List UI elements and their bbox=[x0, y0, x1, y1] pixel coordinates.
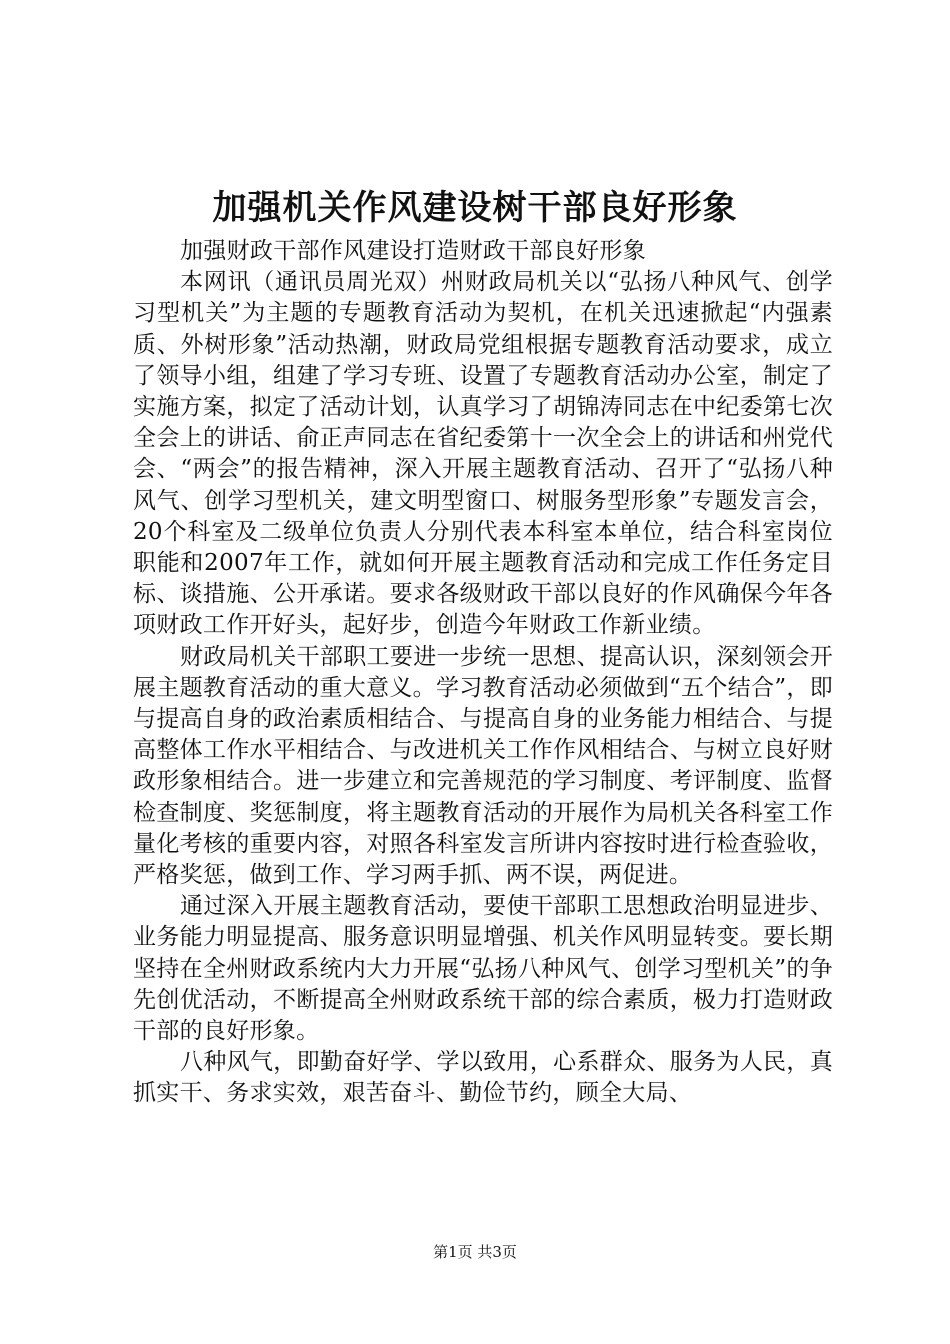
paragraph: 财政局机关干部职工要进一步统一思想、提高认识，深刻领会开展主题教育活动的重大意义。学习教育活动必须做到“五个结合”，即与提高自身的政治素质相结合、与提高自身的业务能力相结合、与提高整体工作水平相结合、与改进机关工作作风相结合、与树立良好财政形象相结合。进一步建立和完善规范的学习制度、考评制度、监督检查制度、奖惩制度，将主题教育活动的开展作为局机关各科室工作量化考核的重要内容，对照各科室发言所讲内容按时进行检查验收，严格奖惩，做到工作、学习两手抓、两不误，两促进。 bbox=[133, 643, 833, 889]
paragraph: 通过深入开展主题教育活动，要使干部职工思想政治明显进步、业务能力明显提高、服务意识明显增强、机关作风明显转变。要长期坚持在全州财政系统内大力开展“弘扬八种风气、创学习型机关”的争先创优活动，不断提高全州财政系统干部的综合素质，极力打造财政干部的良好形象。 bbox=[133, 893, 833, 1045]
paragraph: 八种风气，即勤奋好学、学以致用，心系群众、服务为人民，真抓实干、务求实效，艰苦奋斗、勤俭节约，顾全大局、 bbox=[133, 1049, 833, 1107]
page-number-footer: 第1页 共3页 bbox=[433, 1243, 517, 1261]
document-subtitle: 加强财政干部作风建设打造财政干部良好形象 bbox=[180, 238, 646, 264]
document-body bbox=[133, 236, 833, 1110]
paragraph: 本网讯（通讯员周光双）州财政局机关以“弘扬八种风气、创学习型机关”为主题的专题教育活动为契机，在机关迅速掀起“内强素质、外树形象”活动热潮，财政局党组根据专题教育活动要求，成立了领导小组，组建了学习专班、设置了专题教育活动办公室，制定了实施方案，拟定了活动计划，认真学习了胡锦涛同志在中纪委第七次全会上的讲话、俞正声同志在省纪委第十一次全会上的讲话和州党代会、“两会”的报告精神，深入开展主题教育活动、召开了“弘扬八种风气、创学习型机关，建文明型窗口、树服务型形象”专题发言会，20个科室及二级单位负责人分别代表本科室本单位，结合科室岗位职能和2007年工作，就如何开展主题教育活动和完成工作任务定目标、谈措施、公开承诺。要求各级财政干部以良好的作风确保今年各项财政工作开好头，起好步，创造今年财政工作新业绩。 bbox=[133, 269, 833, 639]
document-title: 加强机关作风建设树干部良好形象 bbox=[212, 188, 738, 228]
